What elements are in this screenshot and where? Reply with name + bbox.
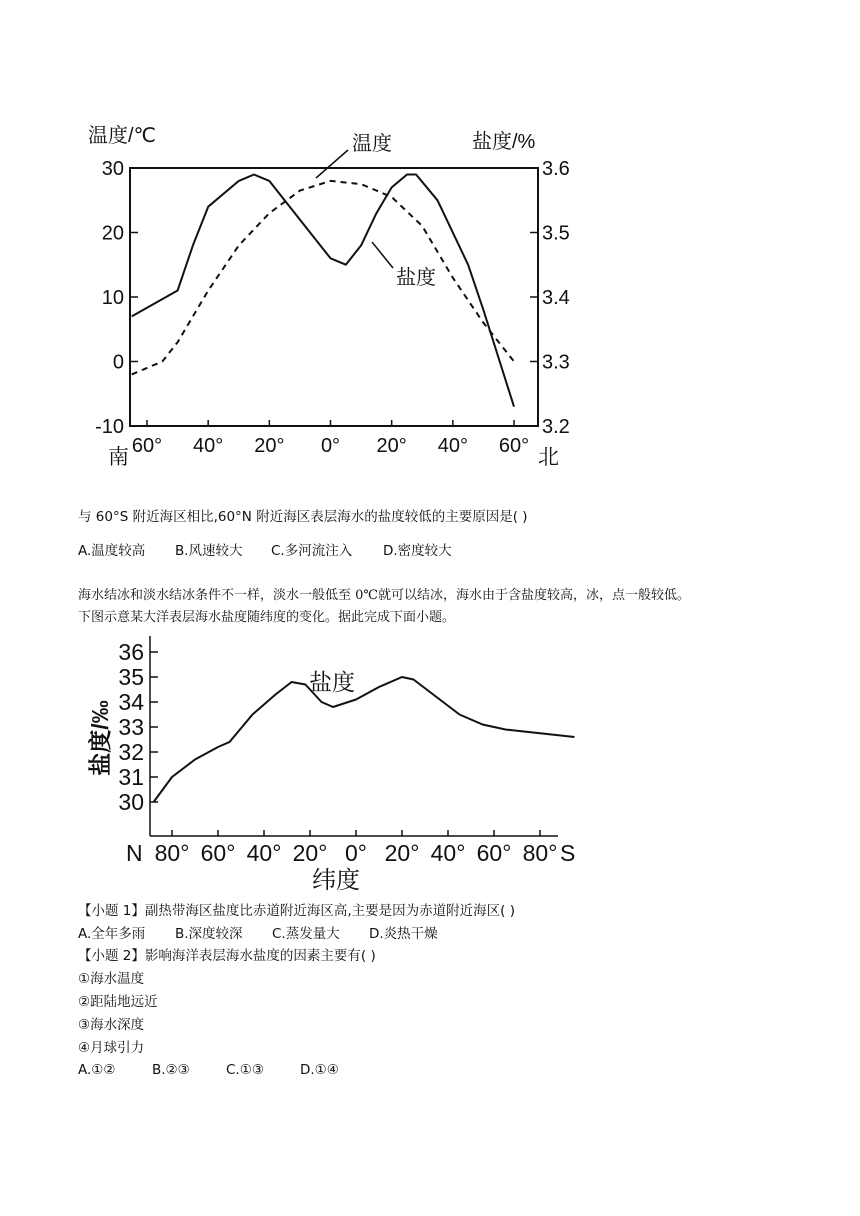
chart1-x-tick-label: 40° (193, 435, 224, 457)
chart1-series-line-0 (132, 181, 514, 375)
chart2-x-tick-label: 80° (154, 840, 190, 866)
chart2-x-tick-label: 20° (384, 840, 420, 866)
sub-question-2-stem: 影响海洋表层海水盐度的因素主要有( ) (144, 948, 376, 964)
chart2-x-tick-label: 80° (522, 840, 558, 866)
chart2-title: 盐度 (309, 669, 355, 695)
chart1-right-tick-label: 3.5 (542, 222, 570, 245)
chart2-x-tick-label: 60° (476, 840, 512, 866)
chart2-south-label: S (560, 840, 576, 866)
chart1-south-label: 南 (108, 446, 129, 469)
chart2-svg (80, 636, 600, 896)
chart1-x-tick-label: 40° (437, 435, 468, 457)
sub1-option-c[interactable]: C.蒸发量大 (272, 926, 340, 942)
q1-option-b[interactable]: B.风速较大 (175, 543, 243, 559)
chart1-right-tick-label: 3.4 (542, 287, 570, 309)
chart1-plot-frame (130, 168, 538, 426)
chart2-y-tick-label: 31 (118, 764, 144, 790)
chart2-north-label: N (126, 840, 143, 866)
chart1-series-line-1 (132, 175, 514, 407)
chart2-y-tick-label: 30 (118, 789, 144, 815)
salinity-latitude-chart (80, 636, 600, 896)
sub2-item-3: ③海水深度 (78, 1017, 145, 1033)
chart1-right-tick-label: 3.2 (542, 416, 570, 438)
chart2-y-tick-label: 34 (118, 689, 144, 715)
sub2-option-a[interactable]: A.①② (78, 1062, 116, 1078)
chart1-right-tick-label: 3.3 (542, 351, 570, 374)
sub1-option-a[interactable]: A.全年多雨 (78, 926, 146, 942)
sub2-item-2: ②距陆地远近 (78, 994, 158, 1010)
chart1-x-tick-label: 60° (131, 435, 163, 457)
chart2-y-label: 盐度/‰ (87, 700, 113, 776)
sub2-item-1: ①海水温度 (78, 971, 145, 987)
chart1-salinity-annotation: 盐度 (396, 267, 436, 289)
sub-question-2 (78, 946, 376, 966)
chart1-right-axis-label: 盐度/% (472, 131, 536, 153)
chart2-x-tick-label: 20° (292, 840, 328, 866)
intro-line-1: 海水结冰和淡水结冰条件不一样，淡水一般低至 0℃就可以结冰，海水由于含盐度较高，冰，点一般较低。 (78, 588, 690, 603)
chart1-salinity-pointer (372, 242, 393, 268)
chart1-left-tick-label: -10 (95, 416, 124, 438)
chart2-y-tick-label: 33 (118, 714, 144, 740)
chart2-y-tick-label: 36 (118, 639, 144, 665)
sub-question-1 (78, 901, 515, 921)
question-1-options (78, 541, 452, 561)
chart1-right-tick-label: 3.6 (542, 158, 570, 180)
chart1-svg (80, 118, 580, 478)
sub2-option-b[interactable]: B.②③ (152, 1062, 190, 1078)
sub2-option-c[interactable]: C.①③ (226, 1062, 264, 1078)
chart1-x-tick-label: 20° (376, 435, 407, 457)
chart1-left-tick-label: 0 (112, 351, 124, 374)
chart1-x-tick-label: 20° (254, 435, 285, 457)
chart2-x-tick-label: 40° (246, 840, 282, 866)
sub1-option-b[interactable]: B.深度较深 (175, 926, 243, 942)
temperature-salinity-chart (80, 118, 580, 478)
q1-option-c[interactable]: C.多河流注入 (271, 543, 353, 559)
question-1-stem: 与 60°S 附近海区相比,60°N 附近海区表层海水的盐度较低的主要原因是( ) (78, 509, 528, 525)
chart2-x-tick-label: 40° (430, 840, 466, 866)
chart2-x-label: 纬度 (312, 867, 360, 894)
sub-question-1-tag: 【小题 1】 (78, 903, 145, 919)
intro-line-2: 下图示意某大洋表层海水盐度随纬度的变化。据此完成下面小题。 (78, 610, 456, 625)
sub-question-1-stem: 副热带海区盐度比赤道附近海区高,主要是因为赤道附近海区( ) (144, 903, 516, 919)
sub-question-2-options (78, 1060, 339, 1080)
sub2-option-d[interactable]: D.①④ (300, 1062, 339, 1078)
chart2-y-tick-label: 35 (118, 664, 144, 690)
chart1-left-tick-label: 20 (101, 222, 124, 245)
q1-option-a[interactable]: A.温度较高 (78, 543, 146, 559)
chart1-north-label: 北 (538, 446, 559, 469)
sub2-item-4: ④月球引力 (78, 1040, 145, 1056)
chart2-x-tick-label: 60° (200, 840, 236, 866)
chart1-x-tick-label: 0° (320, 435, 341, 457)
chart1-left-tick-label: 10 (101, 287, 124, 309)
sub1-option-d[interactable]: D.炎热干燥 (369, 926, 438, 942)
chart1-left-tick-label: 30 (101, 158, 124, 180)
chart1-left-axis-label: 温度/℃ (88, 125, 157, 147)
sub-question-2-tag: 【小题 2】 (78, 948, 145, 964)
chart2-x-tick-label: 0° (345, 840, 367, 866)
sub-question-1-options (78, 924, 438, 944)
chart2-salinity-line (154, 677, 575, 802)
chart2-y-tick-label: 32 (118, 739, 144, 765)
intro-paragraph (78, 585, 848, 629)
chart1-temperature-pointer (316, 150, 348, 178)
chart1-x-tick-label: 60° (498, 435, 530, 457)
chart1-temperature-annotation: 温度 (352, 133, 392, 155)
q1-option-d[interactable]: D.密度较大 (383, 543, 452, 559)
